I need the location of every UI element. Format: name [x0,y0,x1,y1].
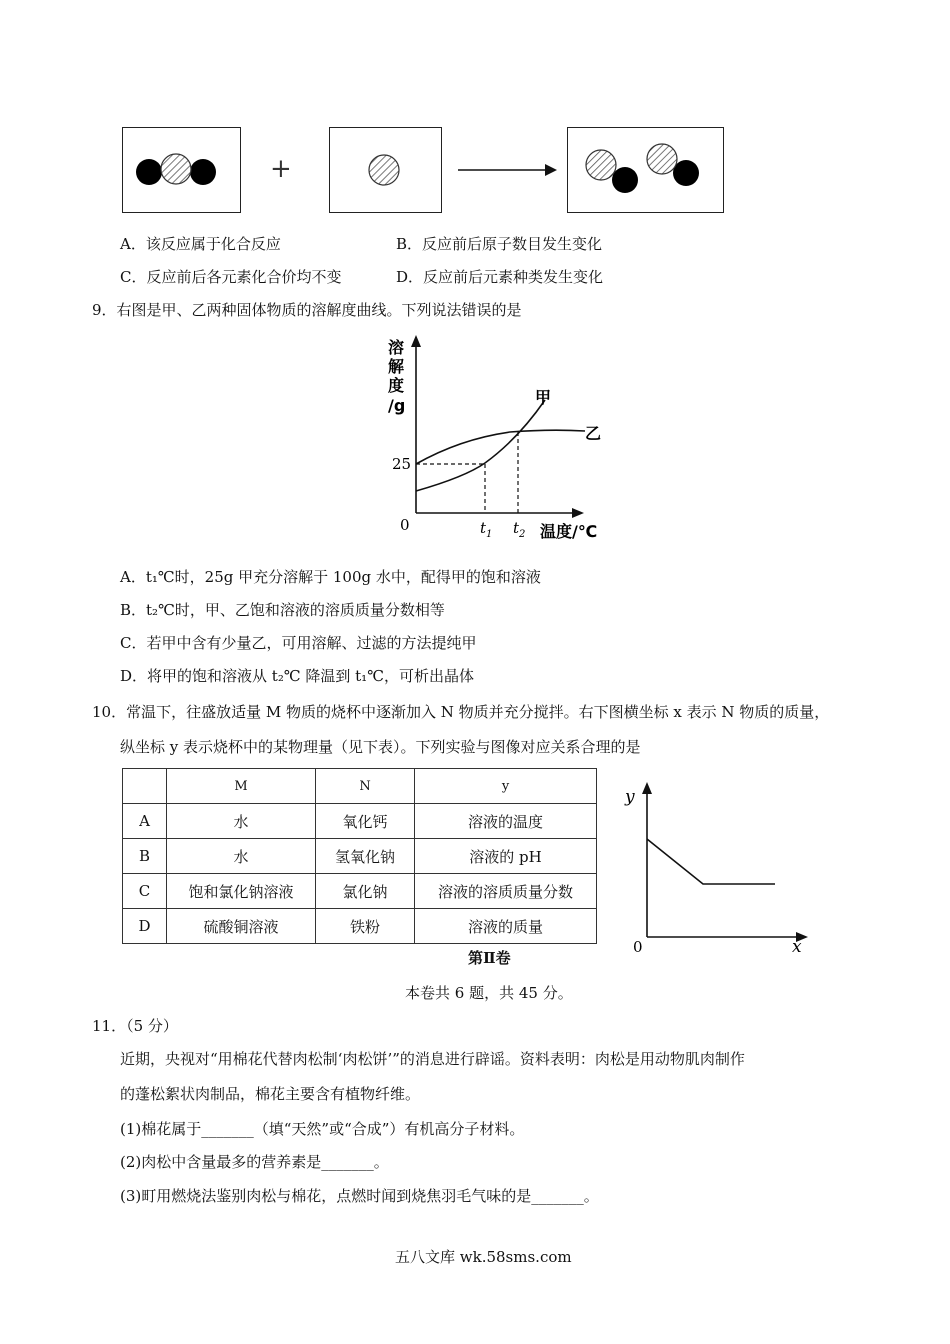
molecule-xy-pair-icon [567,127,725,213]
graph-y-label: y [625,787,635,807]
y-axis-label-2: 解 [388,357,405,376]
table-cell: D [123,909,167,944]
table-cell: A [123,804,167,839]
q11-sub1: (1)棉花属于_______（填“天然”或“合成”）有机高分子材料。 [120,1120,525,1138]
table-row [123,874,597,909]
q9-option-d: D．将甲的饱和溶液从 t₂℃ 降温到 t₁℃，可析出晶体 [120,667,474,685]
q9-option-b: B．t₂℃时，甲、乙饱和溶液的溶质质量分数相等 [120,601,445,619]
graph-x-label: x [792,937,802,957]
table-cell: 氧化钙 [316,804,415,839]
x-axis-arrow [572,508,584,518]
table-cell: 溶液的质量 [415,909,597,944]
series-line-jia [416,400,545,491]
y-axis-label-3: 度 [388,376,405,395]
y-axis-arrow [642,782,652,794]
table-cell: 氢氧化钠 [316,839,415,874]
q11-number: 11．（5 分） [92,1017,178,1035]
reaction-arrow-icon [455,160,561,180]
table-cell: 氯化钠 [316,874,415,909]
molecule-xyx-icon [122,127,242,213]
q8-option-c: C．反应前后各元素化合价均不变 [120,268,342,286]
y-axis-label-4: /g [388,396,406,415]
y-tick-label-25: 25 [392,455,412,473]
solubility-chart [380,335,620,545]
q8-option-d: D．反应前后元素种类发生变化 [396,268,604,286]
table-cell: 溶液的温度 [415,804,597,839]
table-cell: 水 [167,804,316,839]
series-label-yi: 乙 [585,424,602,443]
table-cell: 溶液的溶质质量分数 [415,874,597,909]
q10-graph [620,780,820,960]
table-cell: B [123,839,167,874]
x-tick-label-t1: $t_1$ [480,519,493,540]
part2-subtitle: 本卷共 6 题，共 45 分。 [405,984,573,1002]
series-label-jia: 甲 [535,388,552,407]
q10-stem-line2: 纵坐标 y 表示烧杯中的某物理量（见下表）。下列实验与图像对应关系合理的是 [120,738,641,756]
table-cell: 溶液的 pH [415,839,597,874]
graph-origin-label: 0 [633,938,643,956]
y-axis-label-1: 溶 [388,338,405,357]
table-header-cell: N [316,769,415,804]
table-header-row [123,769,597,804]
atom-hatched-icon [329,127,441,213]
q9-stem: 9．右图是甲、乙两种固体物质的溶解度曲线。下列说法错误的是 [92,301,522,319]
table-cell: 硫酸铜溶液 [167,909,316,944]
q11-sub3: (3)町用燃烧法鉴别肉松与棉花，点燃时闻到烧焦羽毛气味的是_______。 [120,1187,599,1205]
table-cell: 铁粉 [316,909,415,944]
origin-label: 0 [400,516,410,534]
table-header-cell [123,769,167,804]
q10-table [122,768,597,944]
table-header-cell: M [167,769,316,804]
q8-option-a: A．该反应属于化合反应 [120,235,281,253]
graph-line [647,839,775,884]
q9-option-c: C．若甲中含有少量乙，可用溶解、过滤的方法提纯甲 [120,634,477,652]
page-footer: 五八文库 wk.58sms.com [395,1248,572,1266]
table-row [123,839,597,874]
q11-para1: 近期，央视对“用棉花代替肉松制‘肉松饼’”的消息进行辟谣。资料表明：肉松是用动物肌肉制作 [120,1050,745,1068]
q11-para2: 的蓬松絮状肉制品，棉花主要含有植物纤维。 [120,1085,421,1103]
q11-sub2: (2)肉松中含量最多的营养素是_______。 [120,1153,389,1171]
table-row [123,909,597,944]
x-axis-label: 温度/℃ [540,522,598,541]
series-line-yi [416,430,585,464]
plus-sign: + [270,154,292,184]
q9-option-a: A．t₁℃时，25g 甲充分溶解于 100g 水中，配得甲的饱和溶液 [120,568,541,586]
table-cell: C [123,874,167,909]
table-header-cell: y [415,769,597,804]
table-row [123,804,597,839]
x-tick-label-t2: $t_2$ [513,519,526,540]
y-axis-arrow [411,335,421,347]
q8-option-b: B．反应前后原子数目发生变化 [396,235,603,253]
table-cell: 饱和氯化钠溶液 [167,874,316,909]
q10-stem-line1: 10．常温下，往盛放适量 M 物质的烧杯中逐渐加入 N 物质并充分搅拌。右下图横坐标 x 表示 N 物质的质量， [92,703,830,721]
part2-title: 第Ⅱ卷 [468,949,511,967]
table-cell: 水 [167,839,316,874]
